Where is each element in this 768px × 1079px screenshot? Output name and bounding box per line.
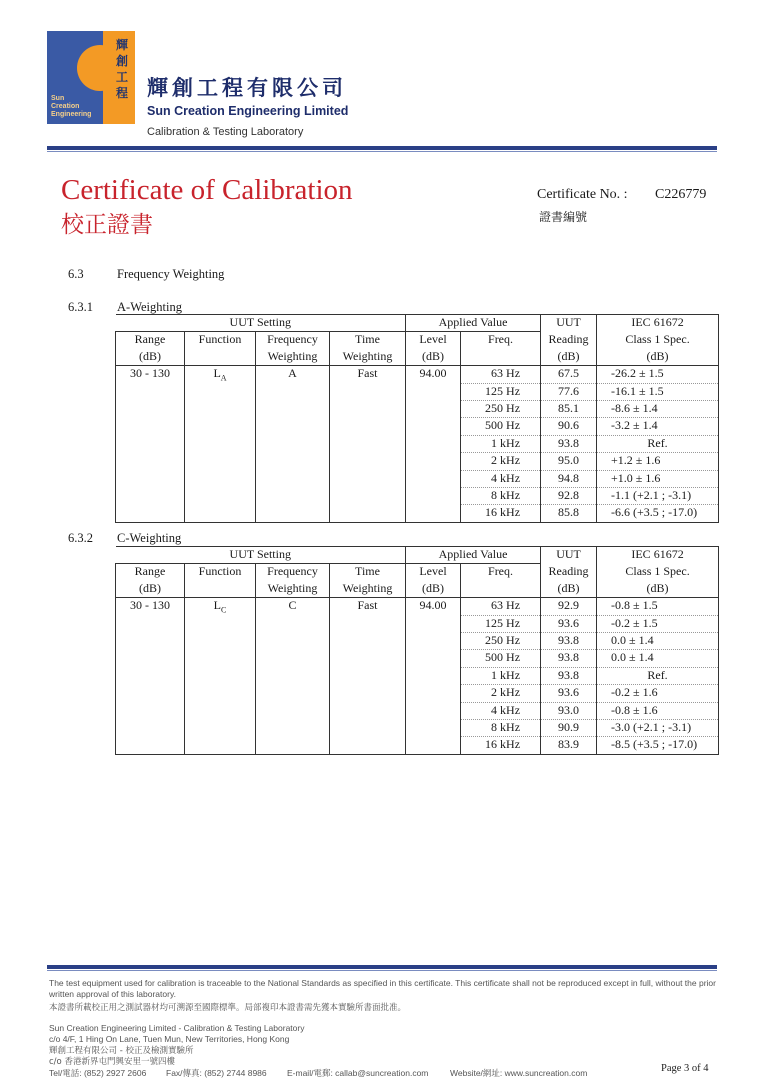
header-time-weighting: Weighting [330, 349, 406, 366]
certificate-number-label: Certificate No. : [537, 187, 628, 202]
level-value: 94.00 [406, 598, 461, 755]
spec-cell: -3.0 (+2.1 ; -3.1) [597, 719, 719, 736]
reading-cell: 95.0 [541, 453, 597, 470]
reading-cell: 94.8 [541, 470, 597, 487]
reading-cell: 90.9 [541, 719, 597, 736]
table-header-row [116, 332, 719, 349]
section-number: 6.3 [68, 267, 84, 281]
reading-cell: 83.9 [541, 737, 597, 754]
spec-cell: -0.8 ± 1.6 [597, 702, 719, 719]
freq-cell: 8 kHz [461, 487, 541, 504]
table-row [116, 598, 719, 615]
table-header-row [116, 349, 719, 366]
header-freq: Freq. [461, 564, 541, 581]
section-title: Frequency Weighting [117, 267, 225, 281]
freq-cell: 16 kHz [461, 505, 541, 522]
lab-name: Calibration & Testing Laboratory [147, 126, 304, 138]
company-address-cn: 輝創工程有限公司 - 校正及檢測實驗所 c/o 香港新界屯門興安里一號四樓 [49, 1046, 194, 1067]
header-reading: Reading [541, 564, 597, 581]
range-value: 30 - 130 [116, 598, 185, 755]
header-range-unit: (dB) [116, 581, 185, 598]
spec-cell: Ref. [597, 667, 719, 684]
website-link: Website/網址: www.suncreation.com [450, 1068, 588, 1078]
header-weighting: Weighting [256, 349, 330, 366]
certificate-title-cn: 校正證書 [61, 212, 153, 238]
function-value: $L_A$ [185, 366, 256, 523]
time-weighting-value: Fast [330, 598, 406, 755]
freq-weighting-value: A [256, 366, 330, 523]
header-time: Time [330, 332, 406, 349]
freq-cell: 125 Hz [461, 383, 541, 400]
footer-divider [47, 965, 717, 969]
freq-cell: 63 Hz [461, 598, 541, 615]
header-iec: IEC 61672 [597, 547, 719, 564]
table-header-row [116, 581, 719, 598]
header-frequency: Frequency [256, 564, 330, 581]
freq-cell: 500 Hz [461, 418, 541, 435]
spec-cell: -8.6 ± 1.4 [597, 400, 719, 417]
header-range: Range [116, 564, 185, 581]
company-logo [47, 31, 135, 124]
header-divider [47, 146, 717, 150]
subsection-c-title: C-Weighting [117, 531, 182, 545]
table-header-row [116, 547, 719, 564]
spec-cell: -8.5 (+3.5 ; -17.0) [597, 737, 719, 754]
header-time: Time [330, 564, 406, 581]
freq-cell: 2 kHz [461, 453, 541, 470]
freq-cell: 16 kHz [461, 737, 541, 754]
c-weighting-table [115, 546, 719, 755]
header-reading: Reading [541, 332, 597, 349]
header-spec-unit: (dB) [597, 581, 719, 598]
freq-cell: 1 kHz [461, 435, 541, 452]
a-weighting-table [115, 314, 719, 523]
header-uut: UUT [541, 547, 597, 564]
table-header-row [116, 315, 719, 332]
header-uut-setting: UUT Setting [116, 547, 406, 564]
range-value: 30 - 130 [116, 366, 185, 523]
reading-cell: 77.6 [541, 383, 597, 400]
company-name-cn: 輝創工程有限公司 [147, 76, 347, 100]
spec-cell: -0.2 ± 1.6 [597, 685, 719, 702]
reading-cell: 93.0 [541, 702, 597, 719]
reading-cell: 93.6 [541, 615, 597, 632]
certificate-title: Certificate of Calibration [61, 174, 353, 206]
freq-cell: 250 Hz [461, 632, 541, 649]
spec-cell: -26.2 ± 1.5 [597, 366, 719, 383]
reading-cell: 93.8 [541, 435, 597, 452]
certificate-number-label-cn: 證書編號 [539, 210, 588, 224]
company-name-en: Sun Creation Engineering Limited [147, 104, 349, 118]
header-applied-value: Applied Value [406, 315, 541, 332]
time-weighting-value: Fast [330, 366, 406, 523]
spec-cell: -16.1 ± 1.5 [597, 383, 719, 400]
reading-cell: 92.9 [541, 598, 597, 615]
disclaimer-en: The test equipment used for calibration is traceable to the National Standards as specified in this certificate. This certificate shall not be reproduced except in full, without the prior written approval of this laboratory. [49, 978, 716, 999]
spec-cell: +1.2 ± 1.6 [597, 453, 719, 470]
freq-cell: 250 Hz [461, 400, 541, 417]
table-row [116, 366, 719, 383]
spec-cell: -0.8 ± 1.5 [597, 598, 719, 615]
header-reading-unit: (dB) [541, 349, 597, 366]
header-uut-setting: UUT Setting [116, 315, 406, 332]
subsection-a-number: 6.3.1 [68, 300, 93, 314]
freq-cell: 1 kHz [461, 667, 541, 684]
header-frequency: Frequency [256, 332, 330, 349]
header-freq: Freq. [461, 332, 541, 349]
company-address: Sun Creation Engineering Limited - Calibration & Testing Laboratory c/o 4/F, 1 Hing On Lane, Tuen Mun, New Territories, Hong Kong [49, 1023, 305, 1044]
email-address: E-mail/電郵: callab@suncreation.com [287, 1068, 429, 1078]
reading-cell: 93.8 [541, 650, 597, 667]
certificate-number: C226779 [655, 187, 707, 202]
header-function: Function [185, 564, 256, 581]
header-divider-thin [47, 151, 717, 152]
subsection-c-number: 6.3.2 [68, 531, 93, 545]
function-value: $L_C$ [185, 598, 256, 755]
header-class-spec: Class 1 Spec. [597, 564, 719, 581]
fax-number: Fax/傳真: (852) 2744 8986 [166, 1068, 267, 1078]
reading-cell: 67.5 [541, 366, 597, 383]
freq-cell: 2 kHz [461, 685, 541, 702]
freq-cell: 500 Hz [461, 650, 541, 667]
header-uut: UUT [541, 315, 597, 332]
reading-cell: 85.8 [541, 505, 597, 522]
header-applied-value: Applied Value [406, 547, 541, 564]
header-reading-unit: (dB) [541, 581, 597, 598]
header-level-unit: (dB) [406, 349, 461, 366]
reading-cell: 92.8 [541, 487, 597, 504]
spec-cell: -6.6 (+3.5 ; -17.0) [597, 505, 719, 522]
header-iec: IEC 61672 [597, 315, 719, 332]
reading-cell: 93.8 [541, 632, 597, 649]
header-level: Level [406, 564, 461, 581]
page-number: Page 3 of 4 [661, 1063, 709, 1074]
freq-cell: 125 Hz [461, 615, 541, 632]
freq-cell: 4 kHz [461, 470, 541, 487]
phone-number: Tel/電話: (852) 2927 2606 [49, 1068, 147, 1078]
logo-text-en: Sun Creation Engineering [51, 95, 92, 118]
header-range-unit: (dB) [116, 349, 185, 366]
disclaimer-cn: 本證書所載校正用之測試器材均可溯源至國際標準。局部複印本證書需先獲本實驗所書面批准。 [49, 1003, 407, 1013]
logo-text-cn: 輝創工程 [115, 38, 128, 100]
reading-cell: 90.6 [541, 418, 597, 435]
spec-cell: 0.0 ± 1.4 [597, 632, 719, 649]
freq-cell: 63 Hz [461, 366, 541, 383]
reading-cell: 93.6 [541, 685, 597, 702]
header-level: Level [406, 332, 461, 349]
freq-cell: 8 kHz [461, 719, 541, 736]
header-spec-unit: (dB) [597, 349, 719, 366]
header-level-unit: (dB) [406, 581, 461, 598]
spec-cell: +1.0 ± 1.6 [597, 470, 719, 487]
header-time-weighting: Weighting [330, 581, 406, 598]
footer-divider-thin [47, 970, 717, 971]
level-value: 94.00 [406, 366, 461, 523]
reading-cell: 85.1 [541, 400, 597, 417]
freq-cell: 4 kHz [461, 702, 541, 719]
spec-cell: -1.1 (+2.1 ; -3.1) [597, 487, 719, 504]
subsection-a-title: A-Weighting [117, 300, 182, 314]
header-range: Range [116, 332, 185, 349]
spec-cell: Ref. [597, 435, 719, 452]
spec-cell: -3.2 ± 1.4 [597, 418, 719, 435]
reading-cell: 93.8 [541, 667, 597, 684]
spec-cell: 0.0 ± 1.4 [597, 650, 719, 667]
freq-weighting-value: C [256, 598, 330, 755]
spec-cell: -0.2 ± 1.5 [597, 615, 719, 632]
header-weighting: Weighting [256, 581, 330, 598]
header-class-spec: Class 1 Spec. [597, 332, 719, 349]
header-function: Function [185, 332, 256, 349]
table-header-row [116, 564, 719, 581]
